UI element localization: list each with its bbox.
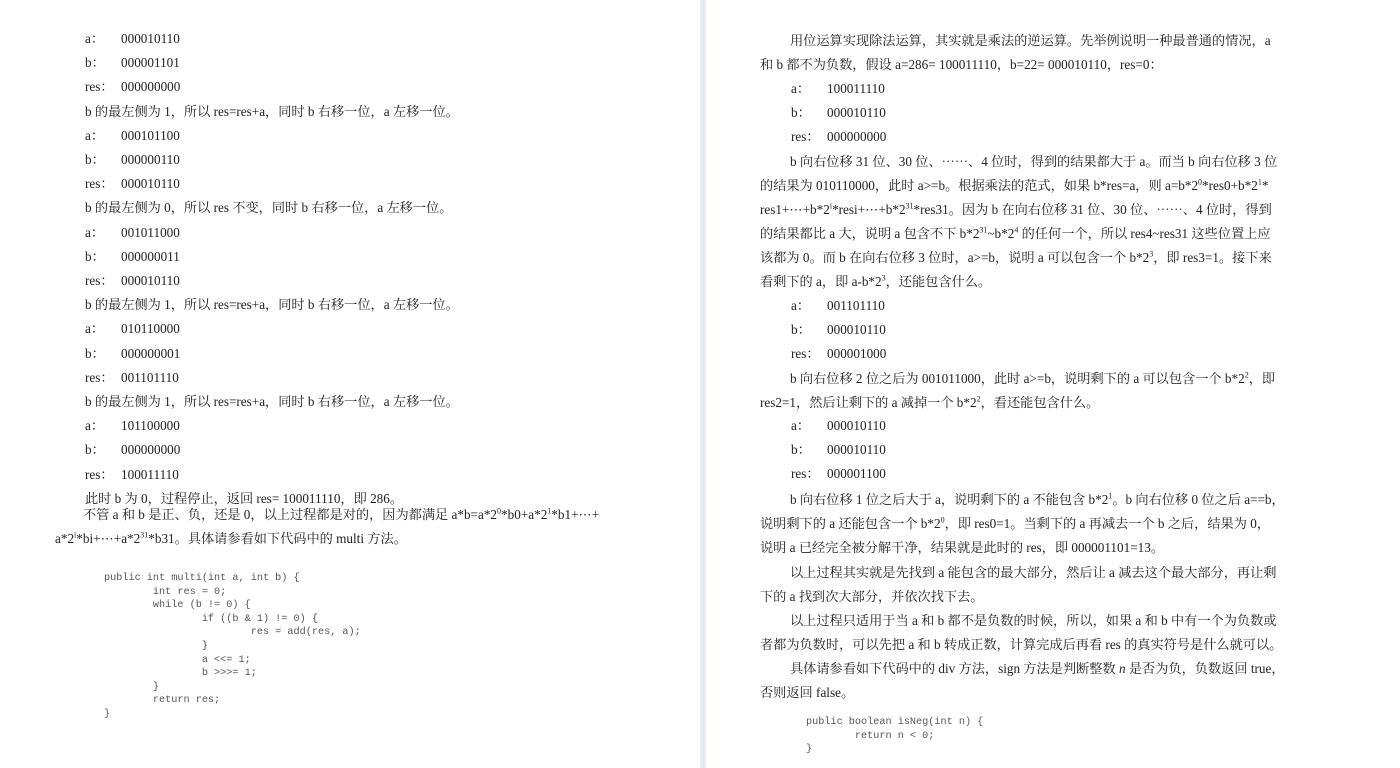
code-line: res = add(res, a); xyxy=(104,627,361,639)
left-explanation-line: 此时 b 为 0，过程停止，返回 res= 100011110，即 286。 xyxy=(85,490,404,506)
left-value-row xyxy=(85,319,180,339)
row-value: 000010110 xyxy=(827,442,886,458)
p6-line-1: 以上过程只适用于当 a 和 b 都不是负数的时候，所以，如果 a 和 b 中有一个为负数或 xyxy=(790,613,1277,628)
left-value-row xyxy=(85,416,180,436)
row-value: 100011110 xyxy=(827,81,885,96)
row-label: a： xyxy=(85,418,105,434)
row-label: b： xyxy=(85,152,105,167)
row-label: res： xyxy=(85,369,114,385)
right-value-row xyxy=(791,296,885,316)
row-value: 000010110 xyxy=(121,273,180,288)
right-value-row xyxy=(791,320,886,340)
right-page xyxy=(706,0,1400,768)
row-value: 000010110 xyxy=(827,322,886,338)
row-value: 101100000 xyxy=(121,418,180,434)
row-value: 001101110 xyxy=(121,369,179,385)
left-value-row xyxy=(85,53,180,73)
row-value: 000010110 xyxy=(121,176,180,192)
row-label: res： xyxy=(791,466,820,482)
row-value: 000001100 xyxy=(827,466,886,482)
code-line: public boolean isNeg(int n) { xyxy=(806,717,984,728)
left-value-row xyxy=(85,77,180,97)
left-value-row xyxy=(85,174,180,194)
p5-line-2: 下的 a 找到次大部分，并依次找下去。 xyxy=(760,589,984,604)
p3-line-2: res2=1，然后让剩下的 a 减掉一个 $b*2^2$，看还能包含什么。 xyxy=(760,394,1100,410)
row-value: 001101110 xyxy=(827,298,885,313)
row-label: res： xyxy=(85,176,114,192)
row-label: a： xyxy=(791,418,811,433)
row-label: a： xyxy=(791,298,811,313)
code-line: return n < 0; xyxy=(806,730,935,742)
p4-line-2: 说明剩下的 a 还能包含一个 $b*2^0$，即 res0=1。当剩下的 a 再减去一个 b 之后，结果为 0， xyxy=(760,515,1270,531)
left-value-row xyxy=(85,126,180,146)
row-label: a： xyxy=(85,224,105,240)
right-value-row xyxy=(791,127,886,147)
row-label: b： xyxy=(791,105,811,121)
code-line: b >>>= 1; xyxy=(104,668,257,680)
intro-line-2: 和 b 都不为负数，假设 a=286= 100011110，b=22= 000010110，res=0： xyxy=(760,57,1163,72)
code-line: public int multi(int a, int b) { xyxy=(104,573,300,584)
code-line: } xyxy=(104,641,208,652)
left-value-row xyxy=(85,344,180,364)
row-value: 000001101 xyxy=(121,55,180,71)
row-label: res： xyxy=(85,466,114,482)
left-value-row xyxy=(85,271,180,291)
row-value: 000000011 xyxy=(121,248,180,264)
intro-line-1: 用位运算实现除法运算，其实就是乘法的逆运算。先举例说明一种最普通的情况，a xyxy=(790,33,1271,48)
row-value: 000010110 xyxy=(121,31,180,46)
row-value: 010110000 xyxy=(121,321,180,337)
row-label: b： xyxy=(791,322,811,338)
p2-line-4: 的结果都比 a 大，说明 a 包含不下 $b*2^{31}\sim b*2^4$ 的任何一个，所以 res4~res31 这些位置上应 xyxy=(760,225,1271,241)
row-value: 000101100 xyxy=(121,127,180,143)
row-value: 000001000 xyxy=(827,346,887,362)
p6-line-2: 者都为负数时，可以先把 a 和 b 转成正数，计算完成后再看 res 的真实符号是什么就可以。 xyxy=(760,637,1283,652)
p2-line-5: 该都为 0。而 b 在向右位移 3 位时，a>=b，说明 a 可以包含一个 $b*2^3$，即 res3=1。接下来 xyxy=(760,249,1272,265)
p2-line-3: $res1+\cdots+b*2^i*resi+\cdots+b*2^{31}*res31$。因为 b 在向右位移 31 位、30 位、⋯⋯、4 位时，得到 xyxy=(760,201,1272,217)
left-value-row xyxy=(85,440,180,460)
code-line: } xyxy=(104,681,160,693)
code-line: return res; xyxy=(104,695,221,707)
row-label: b： xyxy=(85,248,105,264)
left-explanation-line: b 的最左侧为 1，所以 res=res+a，同时 b 右移一位，a 左移一位。 xyxy=(85,394,459,409)
p2-line-2: 的结果为 010110000，此时 a>=b。根据乘法的范式，如果 b*res=a，则 $a=b*2^0*res0+b*2^1*$ xyxy=(760,177,1269,193)
right-value-row xyxy=(791,464,886,484)
left-value-row xyxy=(85,368,179,388)
left-explanation-line: b 的最左侧为 1，所以 res=res+a，同时 b 右移一位，a 左移一位。 xyxy=(85,103,459,119)
left-paragraph-line-1: 不管 a 和 b 是正、负，还是 0，以上过程都是对的，因为都满足 $a*b=a*2^0*b0+a*2^1*b1+\cdots+$ xyxy=(83,506,600,522)
left-value-row xyxy=(85,247,180,267)
row-value: 000000000 xyxy=(827,129,887,145)
p7-line-2: 否则返回 false。 xyxy=(760,685,855,700)
row-label: res： xyxy=(791,346,820,362)
row-label: b： xyxy=(791,442,811,458)
row-label: res： xyxy=(85,273,114,288)
row-value: 100011110 xyxy=(121,466,179,482)
left-value-row xyxy=(85,29,180,49)
right-value-row xyxy=(791,416,886,436)
right-value-row xyxy=(791,79,885,99)
row-label: a： xyxy=(85,31,105,46)
row-value: 000010110 xyxy=(827,105,886,121)
left-explanation-line: b 的最左侧为 1，所以 res=res+a，同时 b 右移一位，a 左移一位。 xyxy=(85,297,459,313)
right-value-row xyxy=(791,103,886,123)
right-value-row xyxy=(791,344,886,364)
row-label: a： xyxy=(791,81,811,96)
p3-line-1: b 向右位移 2 位之后为 001011000，此时 a>=b，说明剩下的 a 可以包含一个 $b*2^2$，即 xyxy=(790,370,1276,386)
row-label: b： xyxy=(85,442,105,458)
p4-line-1: b 向右位移 1 位之后大于 a，说明剩下的 a 不能包含 $b*2^1$。b 向右位移 0 位之后 a==b， xyxy=(790,491,1285,507)
code-line: if ((b & 1) != 0) { xyxy=(104,613,318,625)
code-line: } xyxy=(806,744,813,756)
left-value-row xyxy=(85,223,180,243)
row-value: 000000001 xyxy=(121,345,181,361)
row-label: res： xyxy=(791,129,820,145)
code-line: } xyxy=(104,709,111,720)
row-label: b： xyxy=(85,345,105,361)
p2-line-6: 看剩下的 a，即 $a-b*2^3$，还能包含什么。 xyxy=(760,273,992,289)
row-label: a： xyxy=(85,127,105,143)
code-line: int res = 0; xyxy=(104,586,227,598)
row-label: b： xyxy=(85,55,105,71)
left-value-row xyxy=(85,465,179,485)
left-value-row xyxy=(85,150,180,170)
row-label: a： xyxy=(85,321,105,337)
p4-line-3: 说明 a 已经完全被分解干净，结果就是此时的 res，即 000001101=13。 xyxy=(760,540,1165,555)
left-paragraph-line-2: $a*2^i*bi+\cdots+a*2^{31}*b31$。具体请参看如下代码中的 multi 方法。 xyxy=(55,530,407,546)
code-line: a <<= 1; xyxy=(104,654,251,666)
right-value-row xyxy=(791,440,886,460)
code-line: while (b != 0) { xyxy=(104,600,251,612)
row-value: 000000000 xyxy=(121,442,181,458)
p5-line-1: 以上过程其实就是先找到 a 能包含的最大部分，然后让 a 减去这个最大部分，再让剩 xyxy=(790,565,1277,580)
row-value: 000000000 xyxy=(121,79,181,95)
p7-line-1: 具体请参看如下代码中的 div 方法，sign 方法是判断整数 n 是否为负，负数返回 true， xyxy=(790,661,1285,676)
p2-line-1: b 向右位移 31 位、30 位、⋯⋯、4 位时，得到的结果都大于 a。而当 b 向右位移 3 位 xyxy=(790,154,1278,169)
row-value: 001011000 xyxy=(121,224,180,240)
left-explanation-line: b 的最左侧为 0，所以 res 不变，同时 b 右移一位，a 左移一位。 xyxy=(85,200,453,216)
row-value: 000000110 xyxy=(121,152,180,167)
row-value: 000010110 xyxy=(827,418,886,433)
row-label: res： xyxy=(85,79,114,95)
